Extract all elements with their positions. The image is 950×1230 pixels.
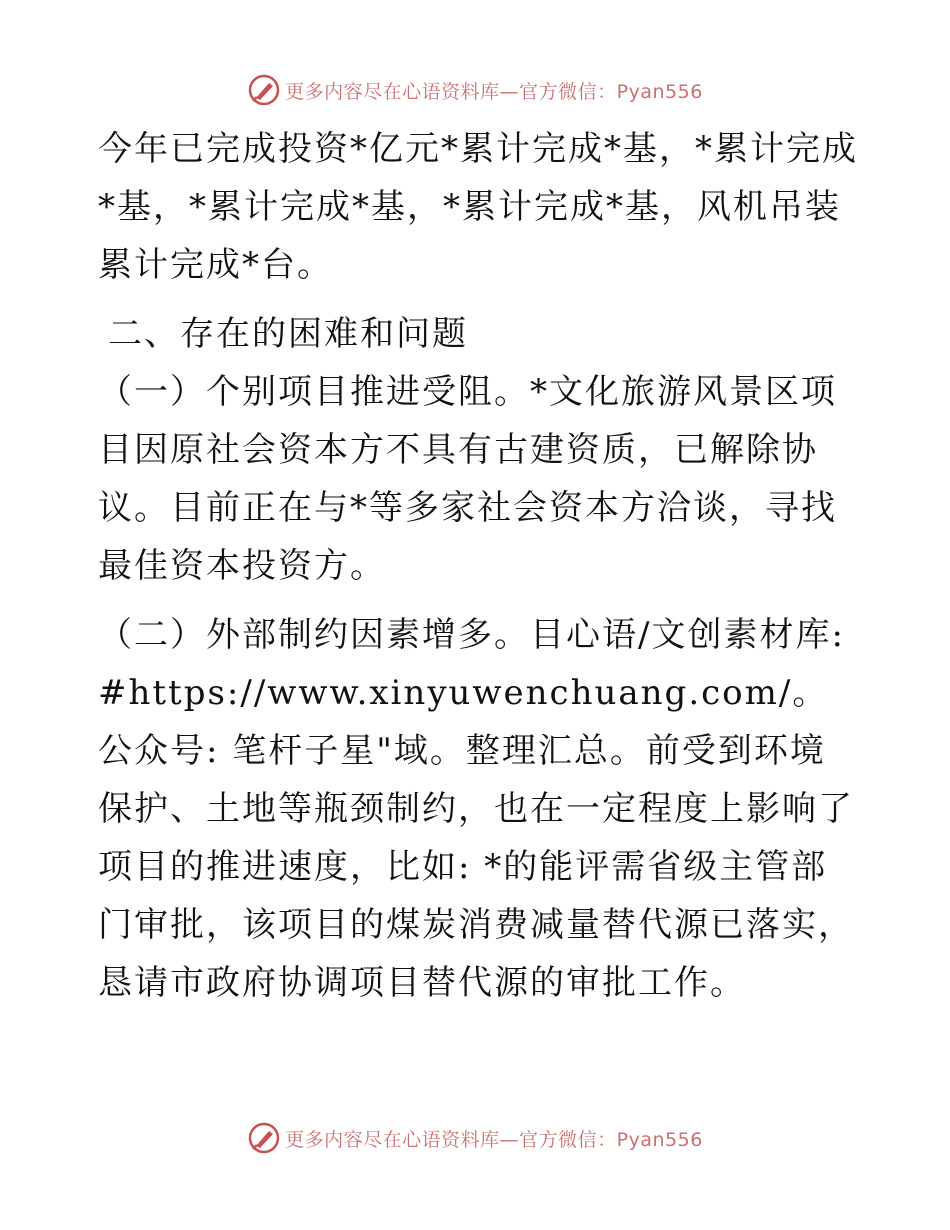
header-banner-text: 更多内容尽在心语资料库—官方微信：Pyan556 [285, 80, 703, 103]
document-body [98, 120, 858, 1012]
section-heading-difficulties: 二、存在的困难和问题 [108, 314, 468, 354]
pen-logo-icon [247, 1121, 281, 1155]
footer-banner-text: 更多内容尽在心语资料库—官方微信：Pyan556 [285, 1128, 703, 1151]
paragraph-investment-summary: 今年已完成投资*亿元*累计完成*基，*累计完成*基，*累计完成*基，*累计完成*基，风机吊装累计完成*台。 [98, 129, 858, 285]
header-watermark-banner [0, 70, 950, 110]
paragraph-external-constraints: （二）外部制约因素增多。目心语/文创素材库: #https://www.xinyuwenchuang.com/。公众号: 笔杆子星"域。整理汇总。前受到环境保护、土地等瓶颈制约，也在一定程度上影响了项目的推进速度，比如: *的能评需省级主管部门审批，该项目的煤炭消费减量替代源已落实，恳请市政府协调项目替代源的审批工作。 [98, 615, 854, 1003]
paragraph-project-blocked: （一）个别项目推进受阻。*文化旅游风景区项目因原社会资本方不具有古建资质，已解除协议。目前正在与*等多家社会资本方洽谈，寻找最佳资本投资方。 [98, 372, 837, 586]
pen-logo-icon [247, 73, 281, 107]
footer-watermark-banner [0, 1118, 950, 1158]
